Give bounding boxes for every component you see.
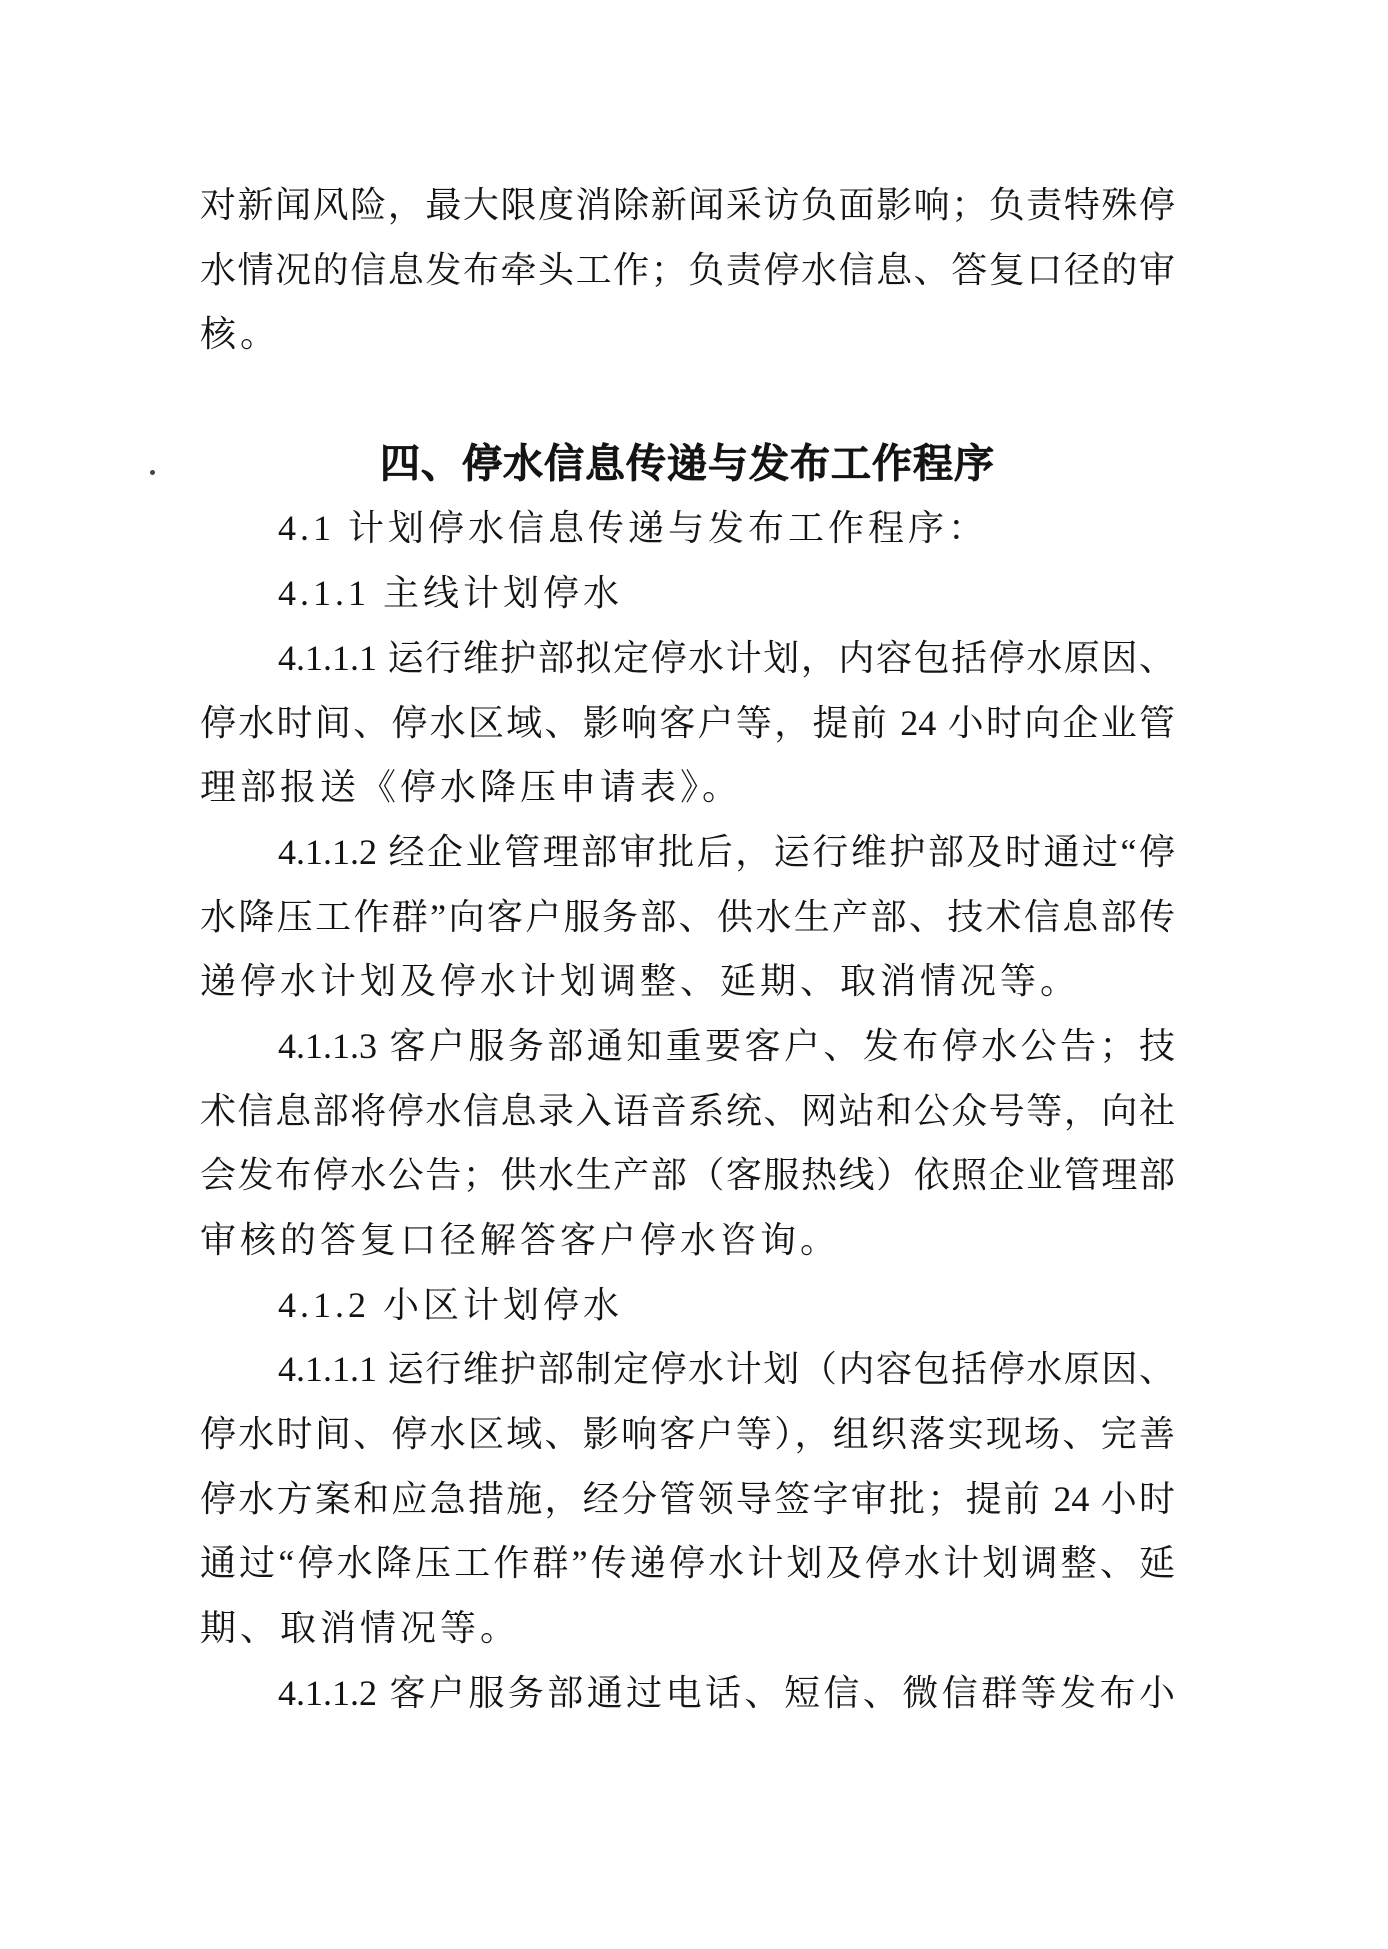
text-line-clause-4-1-1-1-community: 停水时间、停水区域、影响客户等），组织落实现场、完善 xyxy=(200,1414,1175,1455)
text-line-clause-4-1-1-1-main: 停水时间、停水区域、影响客户等，提前 24 小时向企业管 xyxy=(200,702,1175,743)
document-content xyxy=(200,173,1175,1726)
text-line-clause-4-1-1-1-main: 4.1.1.1 运行维护部拟定停水计划，内容包括停水原因、 xyxy=(278,637,1175,678)
section-heading: 四、停水信息传递与发布工作程序 xyxy=(380,441,995,486)
text-line-clause-4-1-1-2-community: 4.1.1.2 客户服务部通过电话、短信、微信群等发布小 xyxy=(278,1672,1175,1713)
text-line-carryover-paragraph: 对新闻风险，最大限度消除新闻采访负面影响；负责特殊停 xyxy=(200,185,1175,225)
text-line-clause-4-1-1-2-main: 4.1.1.2 经企业管理部审批后，运行维护部及时通过“停 xyxy=(278,831,1175,872)
text-line-clause-4-1-1-1-community: 停水方案和应急措施，经分管领导签字审批；提前 24 小时 xyxy=(200,1478,1175,1519)
text-line-clause-4-1-1-3-main: 4.1.1.3 客户服务部通知重要客户、发布停水公告；技 xyxy=(278,1025,1175,1066)
paragraph-spacer xyxy=(200,367,1175,432)
scan-speck-dot xyxy=(150,470,155,475)
text-line-clause-4-1-1-3-main: 审核的答复口径解答客户停水咨询。 xyxy=(200,1220,841,1260)
text-line-clause-4-1-1-1-community: 期、取消情况等。 xyxy=(200,1608,521,1649)
text-line-clause-4-1-1-2-main: 水降压工作群”向客户服务部、供水生产部、技术信息部传 xyxy=(200,896,1175,937)
text-line-clause-4-1-1-3-main: 会发布停水公告；供水生产部（客服热线）依照企业管理部 xyxy=(200,1155,1175,1196)
text-line-clause-4-1-1-3-main: 术信息部将停水信息录入语音系统、网站和公众号等，向社 xyxy=(200,1090,1175,1131)
text-line-clause-4-1-1-1-main: 理部报送《停水降压申请表》。 xyxy=(200,767,743,808)
text-line-clause-4-1: 4.1 计划停水信息传递与发布工作程序： xyxy=(278,508,989,549)
text-line-clause-4-1-1-1-community: 4.1.1.1 运行维护部制定停水计划（内容包括停水原因、 xyxy=(278,1349,1175,1390)
text-line-clause-4-1-2: 4.1.2 小区计划停水 xyxy=(278,1284,624,1325)
text-line-carryover-paragraph: 核。 xyxy=(200,314,281,355)
text-line-carryover-paragraph: 水情况的信息发布牵头工作；负责停水信息、答复口径的审 xyxy=(200,249,1175,290)
text-line-clause-4-1-1-1-community: 通过“停水降压工作群”传递停水计划及停水计划调整、延 xyxy=(200,1543,1175,1584)
text-line-clause-4-1-1-2-main: 递停水计划及停水计划调整、延期、取消情况等。 xyxy=(200,961,1081,1002)
text-line-clause-4-1-1: 4.1.1 主线计划停水 xyxy=(278,573,624,614)
